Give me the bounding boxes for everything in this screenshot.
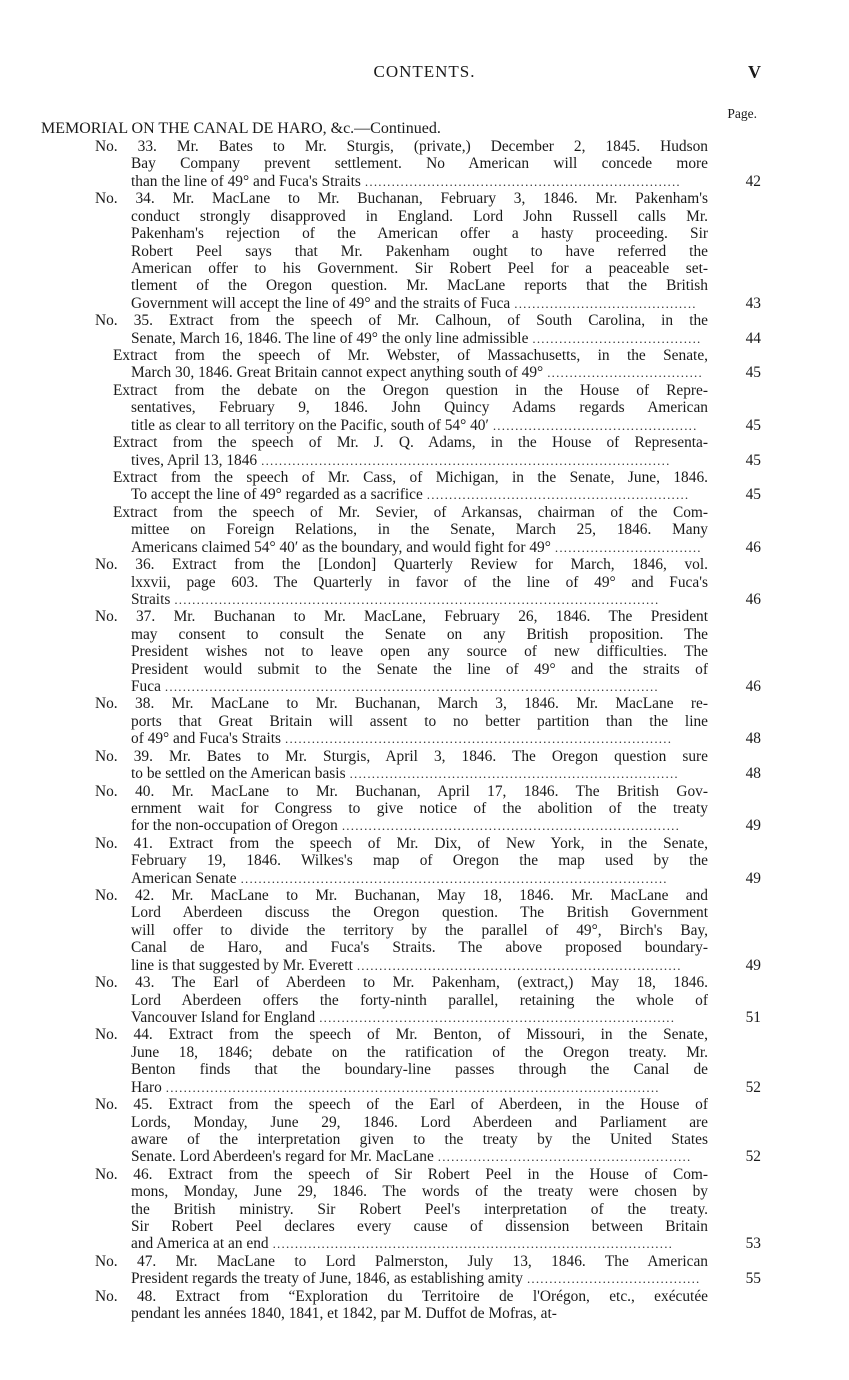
entry-line-text: Lord Aberdeen offers the forty-ninth parallel, retaining the whole of <box>131 991 708 1009</box>
entry-line <box>95 748 708 765</box>
entry-line <box>131 330 708 347</box>
entry-line-text: American Senate <box>131 869 237 887</box>
entry-line <box>131 173 708 190</box>
entry-line-text: No. 47. Mr. MacLane to Lord Palmerston, July 13, 1846. The American <box>95 1252 708 1270</box>
entry-line-text: sentatives, February 9, 1846. John Quincy Adams regards American <box>131 399 708 417</box>
entry-line <box>131 870 708 887</box>
entry-line <box>131 730 708 747</box>
dot-leader: ......................................................................... <box>356 957 682 973</box>
entry-line-text: lxxvii, page 603. The Quarterly in favor of the line of 49° and Fuca's <box>131 573 708 591</box>
entry-line-text: No. 43. The Earl of Aberdeen to Mr. Pakenham, (extract,) May 18, 1846. <box>95 974 708 992</box>
entry-page-number: 45 <box>745 416 761 434</box>
entry-line <box>131 1201 708 1218</box>
dot-leader: .............................................. <box>492 417 698 433</box>
entry-line-text: Extract from the debate on the Oregon question in the House of Repre- <box>113 381 708 399</box>
entry-line-text: Fuca <box>131 678 161 696</box>
entry-page-number: 51 <box>745 1009 761 1026</box>
entry-line <box>131 1131 708 1148</box>
entry-line <box>131 260 708 277</box>
entry-line <box>95 974 708 991</box>
dot-leader: ................................... <box>547 365 703 381</box>
entry-page-number: 46 <box>745 538 761 556</box>
dot-leader: ......................................................... <box>437 1149 692 1165</box>
entry-line-text: No. 36. Extract from the [London] Quarterly Review for March, 1846, vol. <box>95 556 708 574</box>
entry-line <box>131 1114 708 1131</box>
entry-line <box>131 574 708 591</box>
entry-line <box>131 1079 708 1096</box>
entry-line <box>95 695 708 712</box>
entry-line <box>131 1183 708 1200</box>
entry-page-number: 44 <box>745 329 761 347</box>
entry-page-number: 49 <box>745 869 761 887</box>
entry-line-text: No. 40. Mr. MacLane to Mr. Buchanan, April 17, 1846. The British Gov- <box>95 782 708 800</box>
entry-line-text: To accept the line of 49° regarded as a sacrifice <box>131 486 423 504</box>
entry-line-text: will offer to divide the territory by the parallel of 49°, Birch's Bay, <box>131 921 708 939</box>
dot-leader: ................................................................................................ <box>240 870 668 886</box>
entry-line <box>131 399 708 416</box>
entry-page-number: 55 <box>745 1270 761 1288</box>
entry-line-text: tives, April 13, 1846 <box>131 451 258 469</box>
entry-line <box>131 678 708 695</box>
entry-line-text: and America at an end <box>131 1235 269 1253</box>
entry-page-number: 48 <box>745 730 761 748</box>
entry-line <box>95 1026 708 1043</box>
entry-line-text: may consent to consult the Senate on any British proposition. The <box>131 625 708 643</box>
entry-line <box>113 347 708 364</box>
entry-line <box>95 190 708 207</box>
entry-line <box>95 556 708 573</box>
entry-line <box>131 521 708 538</box>
entry-page-number: 45 <box>745 364 761 382</box>
entry-line <box>95 887 708 904</box>
entry-line <box>131 243 708 260</box>
entry-line-text: President wishes not to leave open any source of new difficulties. The <box>131 643 708 661</box>
entry-page-number: 43 <box>745 294 761 312</box>
entry-line-text: Lords, Monday, June 29, 1846. Lord Aberdeen and Parliament are <box>131 1113 708 1131</box>
entry-line-text: Extract from the speech of Mr. Cass, of Michigan, in the Senate, June, 1846. <box>113 468 708 486</box>
entry-line <box>113 434 708 451</box>
entry-line <box>131 904 708 921</box>
entry-line <box>131 992 708 1009</box>
entry-page-number: 52 <box>745 1148 761 1166</box>
entry-line <box>113 469 708 486</box>
entry-line <box>131 1044 708 1061</box>
dot-leader: ............................................................................................................... <box>165 1079 660 1095</box>
entry-line-text: mittee on Foreign Relations, in the Senate, March 25, 1846. Many <box>131 521 708 539</box>
entry-line <box>131 661 708 678</box>
entry-line <box>131 539 708 556</box>
entry-line-text: than the line of 49° and Fuca's Straits <box>131 172 361 190</box>
entry-line-text: President would submit to the Senate the line of 49° and the straits of <box>131 660 708 678</box>
entry-line-text: No. 46. Extract from the speech of Sir Robert Peel in the House of Com- <box>95 1165 708 1183</box>
entry-line <box>131 1009 708 1026</box>
entry-page-number: 45 <box>745 451 761 469</box>
entry-line <box>113 504 708 521</box>
entry-line <box>131 486 708 503</box>
entry-line-text: the British ministry. Sir Robert Peel's interpretation of the treaty. <box>131 1200 708 1218</box>
entry-line-text: Government will accept the line of 49° and the straits of Fuca <box>131 294 511 312</box>
entry-line <box>95 312 708 329</box>
entry-line <box>131 922 708 939</box>
dot-leader: ....................................... <box>526 1271 701 1287</box>
entry-line-text: No. 35. Extract from the speech of Mr. Calhoun, of South Carolina, in the <box>95 312 708 330</box>
entry-line <box>131 277 708 294</box>
entry-line-text: Senate. Lord Aberdeen's regard for Mr. MacLane <box>131 1148 434 1166</box>
entry-line <box>95 138 708 155</box>
entry-line <box>131 452 708 469</box>
entry-page-number: 45 <box>745 486 761 504</box>
entry-line-text: Senate, March 16, 1846. The line of 49° the only line admissible <box>131 329 529 347</box>
entry-line <box>95 1288 708 1305</box>
entry-line <box>131 957 708 974</box>
entry-line-text: No. 45. Extract from the speech of the Earl of Aberdeen, in the House of <box>95 1096 708 1114</box>
entry-line <box>131 1235 708 1252</box>
entry-line <box>131 225 708 242</box>
entry-line-text: Sir Robert Peel declares every cause of dissension between Britain <box>131 1218 708 1236</box>
entry-line <box>95 1253 708 1270</box>
dot-leader: .......................................................................................... <box>272 1236 674 1252</box>
entry-line-text: No. 39. Mr. Bates to Mr. Sturgis, April 3, 1846. The Oregon question sure <box>95 747 708 765</box>
entry-line-text: title as clear to all territory on the Pacific, south of 54° 40′ <box>131 416 489 434</box>
entry-line <box>113 382 708 399</box>
entry-line-text: mons, Monday, June 29, 1846. The words of the treaty were chosen by <box>131 1183 708 1201</box>
entry-line-text: Straits <box>131 590 171 608</box>
entry-line-text: No. 38. Mr. MacLane to Mr. Buchanan, March 3, 1846. Mr. MacLane re- <box>95 695 708 713</box>
entry-line-text: American offer to his Government. Sir Robert Peel for a peaceable set- <box>131 259 708 277</box>
entry-line <box>131 1148 708 1165</box>
entry-line-text: for the non-occupation of Oregon <box>131 817 338 835</box>
entry-line <box>131 208 708 225</box>
entry-line-text: Americans claimed 54° 40′ as the boundary, and would fight for 49° <box>131 538 551 556</box>
entry-page-number: 52 <box>745 1078 761 1096</box>
entry-line <box>131 800 708 817</box>
dot-leader: ............................................................................................................. <box>174 591 660 607</box>
entry-line-text: pendant les années 1840, 1841, et 1842, par M. Duffot de Mofras, at- <box>131 1305 557 1323</box>
entry-line-text: President regards the treaty of June, 1846, as establishing amity <box>131 1270 523 1288</box>
entry-page-number: 42 <box>745 172 761 190</box>
entry-line-text: No. 41. Extract from the speech of Mr. Dix, of New York, in the Senate, <box>95 834 708 852</box>
dot-leader: ................................................................................ <box>319 1010 676 1025</box>
entry-line-text: ports that Great Britain will assent to no better partition than the line <box>131 712 708 730</box>
entry-line-text: No. 48. Extract from “Exploration du Territoire de l'Orégon, etc., exécutée <box>95 1287 708 1305</box>
entry-line <box>131 939 708 956</box>
dot-leader: ....................................................................................... <box>285 731 673 747</box>
entry-page-number: 53 <box>745 1235 761 1253</box>
entry-line <box>131 713 708 730</box>
entry-line <box>131 643 708 660</box>
entry-line-text: June 18, 1846; debate on the ratification of the Oregon treaty. Mr. <box>131 1043 708 1061</box>
entry-line-text: Haro <box>131 1078 162 1096</box>
entry-line <box>131 1270 708 1287</box>
entry-line <box>131 1061 708 1078</box>
entry-line <box>131 591 708 608</box>
entry-line-text: Lord Aberdeen discuss the Oregon question. The British Government <box>131 904 708 922</box>
entry-line <box>131 364 708 381</box>
dot-leader: ....................................................................... <box>364 173 681 189</box>
entry-line <box>131 295 708 312</box>
entry-line-text: Extract from the speech of Mr. Webster, of Massachusetts, in the Senate, <box>113 347 708 365</box>
entry-line-text: ernment wait for Congress to give notice of the abolition of the treaty <box>131 799 708 817</box>
entry-line-text: to be settled on the American basis <box>131 765 346 783</box>
dot-leader: ......................................... <box>514 295 697 311</box>
entry-line-text: line is that suggested by Mr. Everett <box>131 956 353 974</box>
entry-line-text: Extract from the speech of Mr. Sevier, of Arkansas, chairman of the Com- <box>113 503 708 521</box>
section-heading: MEMORIAL ON THE CANAL DE HARO, &c.—Continued. <box>41 120 441 137</box>
entry-line-text: March 30, 1846. Great Britain cannot expect anything south of 49° <box>131 364 544 382</box>
entry-line <box>95 608 708 625</box>
dot-leader: ........................................................... <box>426 487 690 503</box>
entry-line-text: conduct strongly disapproved in England. Lord John Russell calls Mr. <box>131 207 708 225</box>
entry-line-text: aware of the interpretation given to the treaty by the United States <box>131 1130 708 1148</box>
running-title: CONTENTS. <box>373 62 476 81</box>
entry-page-number: 49 <box>745 956 761 974</box>
dot-leader: ............................................................................................ <box>261 452 671 468</box>
entry-page-number: 46 <box>745 590 761 608</box>
entry-line-text: Robert Peel says that Mr. Pakenham ought to have referred the <box>131 242 708 260</box>
dot-leader: ............................................................................................................... <box>164 679 659 695</box>
entry-line <box>131 765 708 782</box>
entry-line-text: No. 33. Mr. Bates to Mr. Sturgis, (private,) December 2, 1845. Hudson <box>95 138 708 155</box>
entry-line-text: Vancouver Island for England <box>131 1009 316 1026</box>
dot-leader: .......................................................................... <box>349 766 679 782</box>
entry-line <box>131 1218 708 1235</box>
entry-line-text: No. 34. Mr. MacLane to Mr. Buchanan, February 3, 1846. Mr. Pakenham's <box>95 190 708 208</box>
entry-line-text: Pakenham's rejection of the American offer a hasty proceeding. Sir <box>131 225 708 243</box>
entry-line-text: No. 44. Extract from the speech of Mr. Benton, of Missouri, in the Senate, <box>95 1026 708 1044</box>
entry-line-text: Bay Company prevent settlement. No American will concede more <box>131 155 708 173</box>
entry-line-text: Benton finds that the boundary-line passes through the Canal de <box>131 1061 708 1079</box>
dot-leader: ............................................................................ <box>341 818 681 834</box>
dot-leader: ...................................... <box>532 330 702 346</box>
entry-line-text: tlement of the Oregon question. Mr. MacLane reports that the British <box>131 277 708 295</box>
entry-line <box>95 1166 708 1183</box>
entry-line <box>95 783 708 800</box>
entry-line <box>131 817 708 834</box>
entry-line <box>131 155 708 172</box>
running-head <box>0 62 849 84</box>
entry-line-text: Canal de Haro, and Fuca's Straits. The above proposed boundary- <box>131 939 708 957</box>
dot-leader: ................................. <box>554 539 702 555</box>
entry-page-number: 48 <box>745 765 761 783</box>
page-column-label: Page. <box>727 106 757 121</box>
entry-line-text: Extract from the speech of Mr. J. Q. Adams, in the House of Representa- <box>113 434 708 452</box>
entry-line <box>95 1096 708 1113</box>
entry-page-number: 49 <box>745 817 761 835</box>
entry-page-number: 46 <box>745 678 761 696</box>
entry-line-text: February 19, 1846. Wilkes's map of Oregon the map used by the <box>131 852 708 870</box>
entry-line-text: No. 42. Mr. MacLane to Mr. Buchanan, May 18, 1846. Mr. MacLane and <box>95 887 708 905</box>
entry-line-text: of 49° and Fuca's Straits <box>131 730 281 748</box>
entry-line <box>131 417 708 434</box>
entry-line <box>95 835 708 852</box>
page-folio: V <box>748 62 761 82</box>
entry-line-text: No. 37. Mr. Buchanan to Mr. MacLane, February 26, 1846. The President <box>95 608 708 626</box>
entry-line <box>131 1305 708 1322</box>
entry-line <box>131 626 708 643</box>
entry-line <box>131 852 708 869</box>
